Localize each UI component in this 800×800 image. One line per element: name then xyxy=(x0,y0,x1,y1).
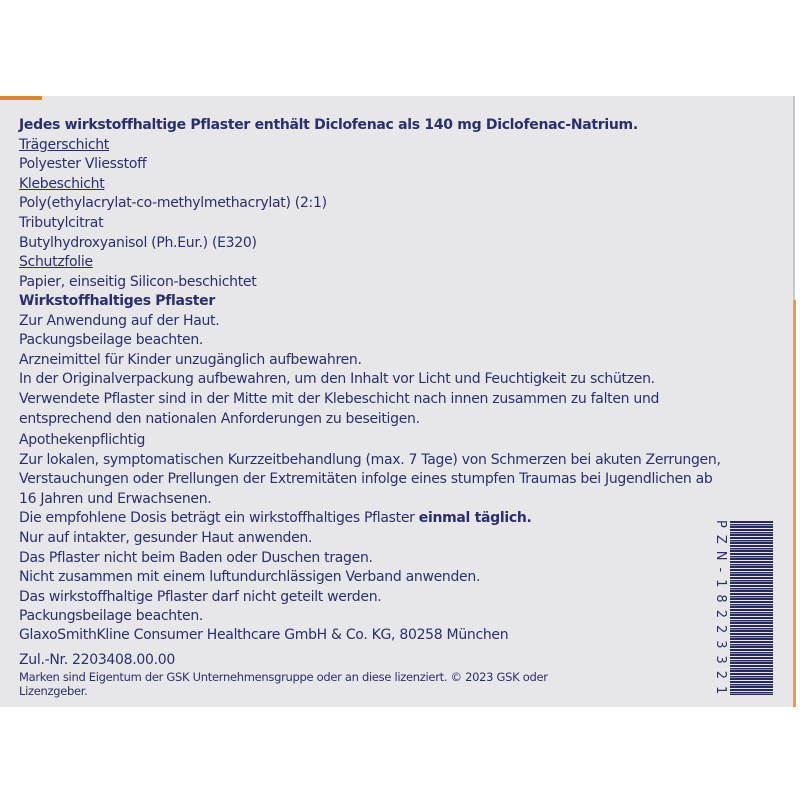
text-line: Apothekenpflichtig xyxy=(19,432,146,448)
text-line: Zur Anwendung auf der Haut. xyxy=(19,312,220,329)
text-line: Tributylcitrat xyxy=(19,214,104,231)
trademark-notice: Marken sind Eigentum der GSK Unternehmensgruppe oder an diese lizenziert. © 2023 GSK oder Lizenzgeber. xyxy=(19,670,548,698)
text-line: Das wirkstoffhaltige Pflaster darf nicht geteilt werden. xyxy=(19,588,382,605)
text-line: entsprechend den nationalen Anforderungen zu beseitigen. xyxy=(19,410,420,427)
text-line: Poly(ethylacrylat-co-methylmethacrylat) (2:1) xyxy=(19,195,327,212)
text-line: Zur lokalen, symptomatischen Kurzzeitbehandlung (max. 7 Tage) von Schmerzen bei akuten Zerrungen, xyxy=(19,451,721,468)
orange-stripe xyxy=(0,96,42,100)
text-line: Packungsbeilage beachten. xyxy=(19,332,204,349)
pzn-number: PZN-18223321 xyxy=(713,520,728,702)
registration-number: Zul.-Nr. 2203408.00.00 xyxy=(19,652,175,668)
text-line: Verwendete Pflaster sind in der Mitte mit der Klebeschicht nach innen zusammen zu falten und xyxy=(19,390,660,407)
package-edge xyxy=(793,300,796,707)
text-line: Packungsbeilage beachten. xyxy=(19,608,204,625)
composition-heading: Jedes wirkstoffhaltige Pflaster enthält Diclofenac als 140 mg Diclofenac-Natrium. xyxy=(19,117,638,133)
text-line: In der Originalverpackung aufbewahren, um den Inhalt vor Licht und Feuchtigkeit zu schützen. xyxy=(19,371,655,388)
manufacturer: GlaxoSmithKline Consumer Healthcare GmbH & Co. KG, 80258 München xyxy=(19,627,509,643)
barcode xyxy=(730,521,773,695)
text-line: 16 Jahren und Erwachsenen. xyxy=(19,490,212,507)
text-line: Klebeschicht xyxy=(19,175,105,192)
text-line: Polyester Vliesstoff xyxy=(19,156,147,173)
text-line: Trägerschicht xyxy=(19,136,109,153)
text-line: Verstauchungen oder Prellungen der Extremitäten infolge eines stumpfen Traumas bei Jugendlichen ab xyxy=(19,471,713,488)
text-line: Nur auf intakter, gesunder Haut anwenden. xyxy=(19,529,313,546)
composition-section xyxy=(19,116,638,292)
text-line: Schutzfolie xyxy=(19,254,93,271)
text-line: Das Pflaster nicht beim Baden oder Duschen tragen. xyxy=(19,549,373,566)
text-line: Nicht zusammen mit einem luftundurchlässigen Verband anwenden. xyxy=(19,569,481,586)
text-line: Papier, einseitig Silicon-beschichtet xyxy=(19,273,257,290)
usage-section xyxy=(19,292,659,429)
dose-line: Die empfohlene Dosis beträgt ein wirkstoffhaltiges Pflaster einmal täglich. xyxy=(19,510,532,527)
info-section xyxy=(19,431,721,627)
text-line: Arzneimittel für Kinder unzugänglich aufbewahren. xyxy=(19,351,362,368)
text-line: Butylhydroxyanisol (Ph.Eur.) (E320) xyxy=(19,234,257,251)
usage-heading: Wirkstoffhaltiges Pflaster xyxy=(19,293,215,309)
